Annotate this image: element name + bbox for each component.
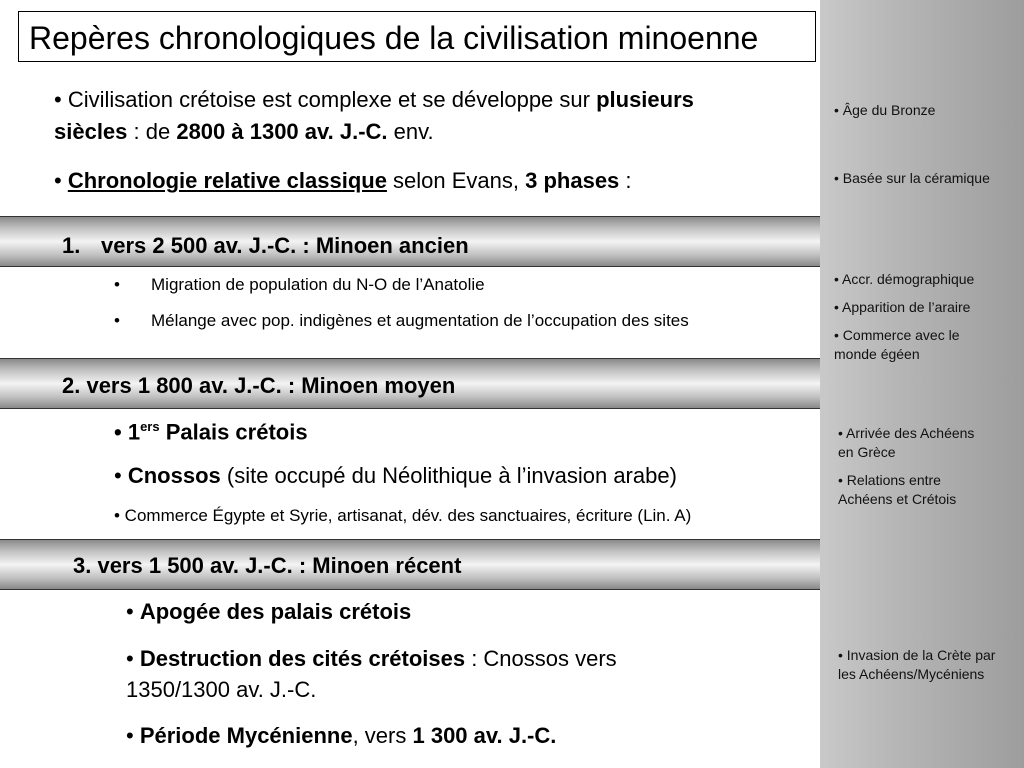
phase-item <box>114 419 308 445</box>
intro-emphasis: Chronologie relative classique <box>67 168 387 193</box>
sidebar-note: les Achéens/Mycéniens <box>838 666 985 682</box>
sidebar-note: • Invasion de la Crète par <box>838 647 996 663</box>
intro-line-3 <box>54 168 632 194</box>
intro-text: : de <box>127 119 177 144</box>
phase-item-text: Palais crétois <box>159 419 308 445</box>
phase-item-emphasis: 1 300 av. J.-C. <box>412 723 557 748</box>
intro-emphasis: plusieurs <box>596 87 694 112</box>
phase-title: 3. vers 1 500 av. J.-C. : Minoen récent <box>73 553 462 578</box>
phase-item: Mélange avec pop. indigènes et augmentation de l’occupation des sites <box>151 311 689 330</box>
intro-line-1 <box>54 87 694 113</box>
page-title: Repères chronologiques de la civilisation minoenne <box>29 20 759 56</box>
intro-text: : <box>619 168 632 193</box>
phase-item-text: , vers <box>352 723 413 748</box>
intro-text: env. <box>387 119 434 144</box>
phase-item-text: : Cnossos vers <box>465 646 617 671</box>
bullet-icon: • <box>114 275 120 294</box>
title-box <box>18 11 816 62</box>
intro-line-2 <box>54 119 434 145</box>
phase-item-emphasis: Cnossos <box>127 463 221 488</box>
sidebar-note: en Grèce <box>838 444 896 460</box>
phase-item-emphasis: Période Mycénienne <box>139 723 353 748</box>
intro-bullet: • <box>54 168 68 193</box>
intro-text: • Civilisation crétoise est complexe et se développe sur <box>54 87 597 112</box>
phase-title: 2. vers 1 800 av. J.-C. : Minoen moyen <box>62 373 456 398</box>
phase-number: 1. <box>62 233 81 258</box>
phase-item-text: • <box>126 723 140 748</box>
intro-text: selon Evans, <box>386 168 526 193</box>
phase-item <box>114 463 677 489</box>
phase-item-text: • <box>114 463 128 488</box>
bullet-icon: • <box>114 311 120 330</box>
intro-emphasis: 3 phases <box>525 168 620 193</box>
phase-item-text: • 1 <box>114 419 141 445</box>
sidebar-note: • Commerce avec le <box>834 327 960 343</box>
phase-item-emphasis: Destruction des cités crétoises <box>139 646 466 671</box>
phase-item-emphasis: Apogée des palais crétois <box>139 599 412 624</box>
phase-item-text: (site occupé du Néolithique à l’invasion arabe) <box>220 463 677 488</box>
phase-item-text: • <box>126 646 140 671</box>
sidebar-note: • Âge du Bronze <box>834 102 936 118</box>
phase-title: vers 2 500 av. J.-C. : Minoen ancien <box>101 233 469 258</box>
sidebar-note: monde égéen <box>834 346 920 362</box>
phase-item <box>126 646 617 672</box>
sidebar-note: • Accr. démographique <box>834 271 975 287</box>
intro-dates: 2800 à 1300 av. J.-C. <box>176 119 388 144</box>
sidebar-note: • Apparition de l’araire <box>834 299 971 315</box>
phase-item-text: • <box>126 599 140 624</box>
phase-item: • Commerce Égypte et Syrie, artisanat, dév. des sanctuaires, écriture (Lin. A) <box>114 506 692 525</box>
superscript: ers <box>140 419 160 434</box>
phase-item: Migration de population du N-O de l’Anatolie <box>151 275 485 294</box>
sidebar-note: • Arrivée des Achéens <box>838 425 975 441</box>
sidebar-note: • Relations entre <box>838 472 941 488</box>
phase-item <box>126 723 556 749</box>
sidebar-note: • Basée sur la céramique <box>834 170 990 186</box>
phase-item-continued: 1350/1300 av. J.-C. <box>126 677 317 702</box>
intro-emphasis: siècles <box>54 119 128 144</box>
sidebar-note: Achéens et Crétois <box>838 491 957 507</box>
phase-item <box>126 599 411 625</box>
